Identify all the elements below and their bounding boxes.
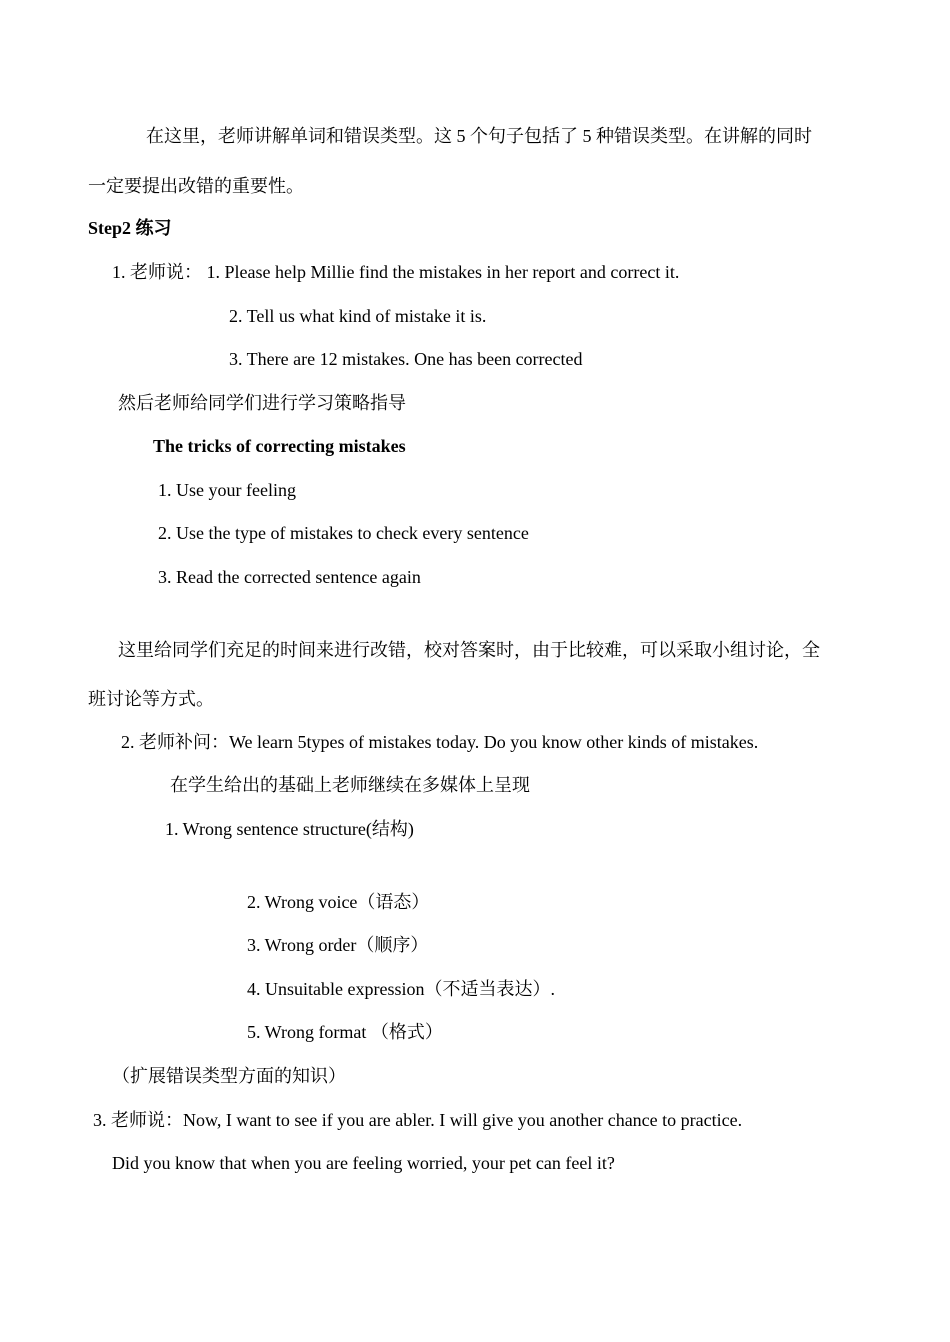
mistake-type-2: 2. Wrong voice（语态） [247, 892, 430, 912]
mistake-type-3: 3. Wrong order（顺序） [247, 935, 429, 955]
item2-note: （扩展错误类型方面的知识） [112, 1066, 346, 1086]
item1-instruction-3: 3. There are 12 mistakes. One has been corrected [229, 349, 583, 369]
item1-prefix: 1. 老师说： [112, 262, 202, 282]
mistake-type-1: 1. Wrong sentence structure(结构) [165, 819, 414, 839]
mistake-type-5: 5. Wrong format （格式） [247, 1022, 443, 1042]
item3-question: Did you know that when you are feeling worried, your pet can feel it? [112, 1153, 615, 1173]
step2-heading: Step2 练习 [88, 218, 172, 238]
intro-paragraph-line-1: 在这里，老师讲解单词和错误类型。这 5 个句子包括了 5 种错误类型。在讲解的同时 [146, 126, 812, 146]
item3-line: 3. 老师说：Now, I want to see if you are abler. I will give you another chance to practice. [93, 1110, 743, 1130]
tricks-item-2: 2. Use the type of mistakes to check every sentence [158, 523, 529, 543]
discussion-line-1: 这里给同学们充足的时间来进行改错，校对答案时，由于比较难，可以采取小组讨论，全 [118, 640, 820, 660]
discussion-line-2: 班讨论等方式。 [88, 689, 214, 709]
item2-line: 2. 老师补问：We learn 5types of mistakes today. Do you know other kinds of mistakes. [121, 732, 759, 752]
tricks-title: The tricks of correcting mistakes [153, 436, 406, 456]
tricks-item-3: 3. Read the corrected sentence again [158, 567, 421, 587]
tricks-item-1: 1. Use your feeling [158, 480, 296, 500]
item1-instruction-1: 1. Please help Millie find the mistakes in her report and correct it. [206, 262, 680, 282]
intro-paragraph-line-2: 一定要提出改错的重要性。 [88, 176, 304, 196]
item2-sub: 在学生给出的基础上老师继续在多媒体上呈现 [170, 775, 530, 795]
strategy-intro: 然后老师给同学们进行学习策略指导 [118, 393, 406, 413]
item1-line [112, 261, 679, 283]
mistake-type-4: 4. Unsuitable expression（不适当表达）. [247, 979, 555, 999]
item1-instruction-2: 2. Tell us what kind of mistake it is. [229, 306, 487, 326]
